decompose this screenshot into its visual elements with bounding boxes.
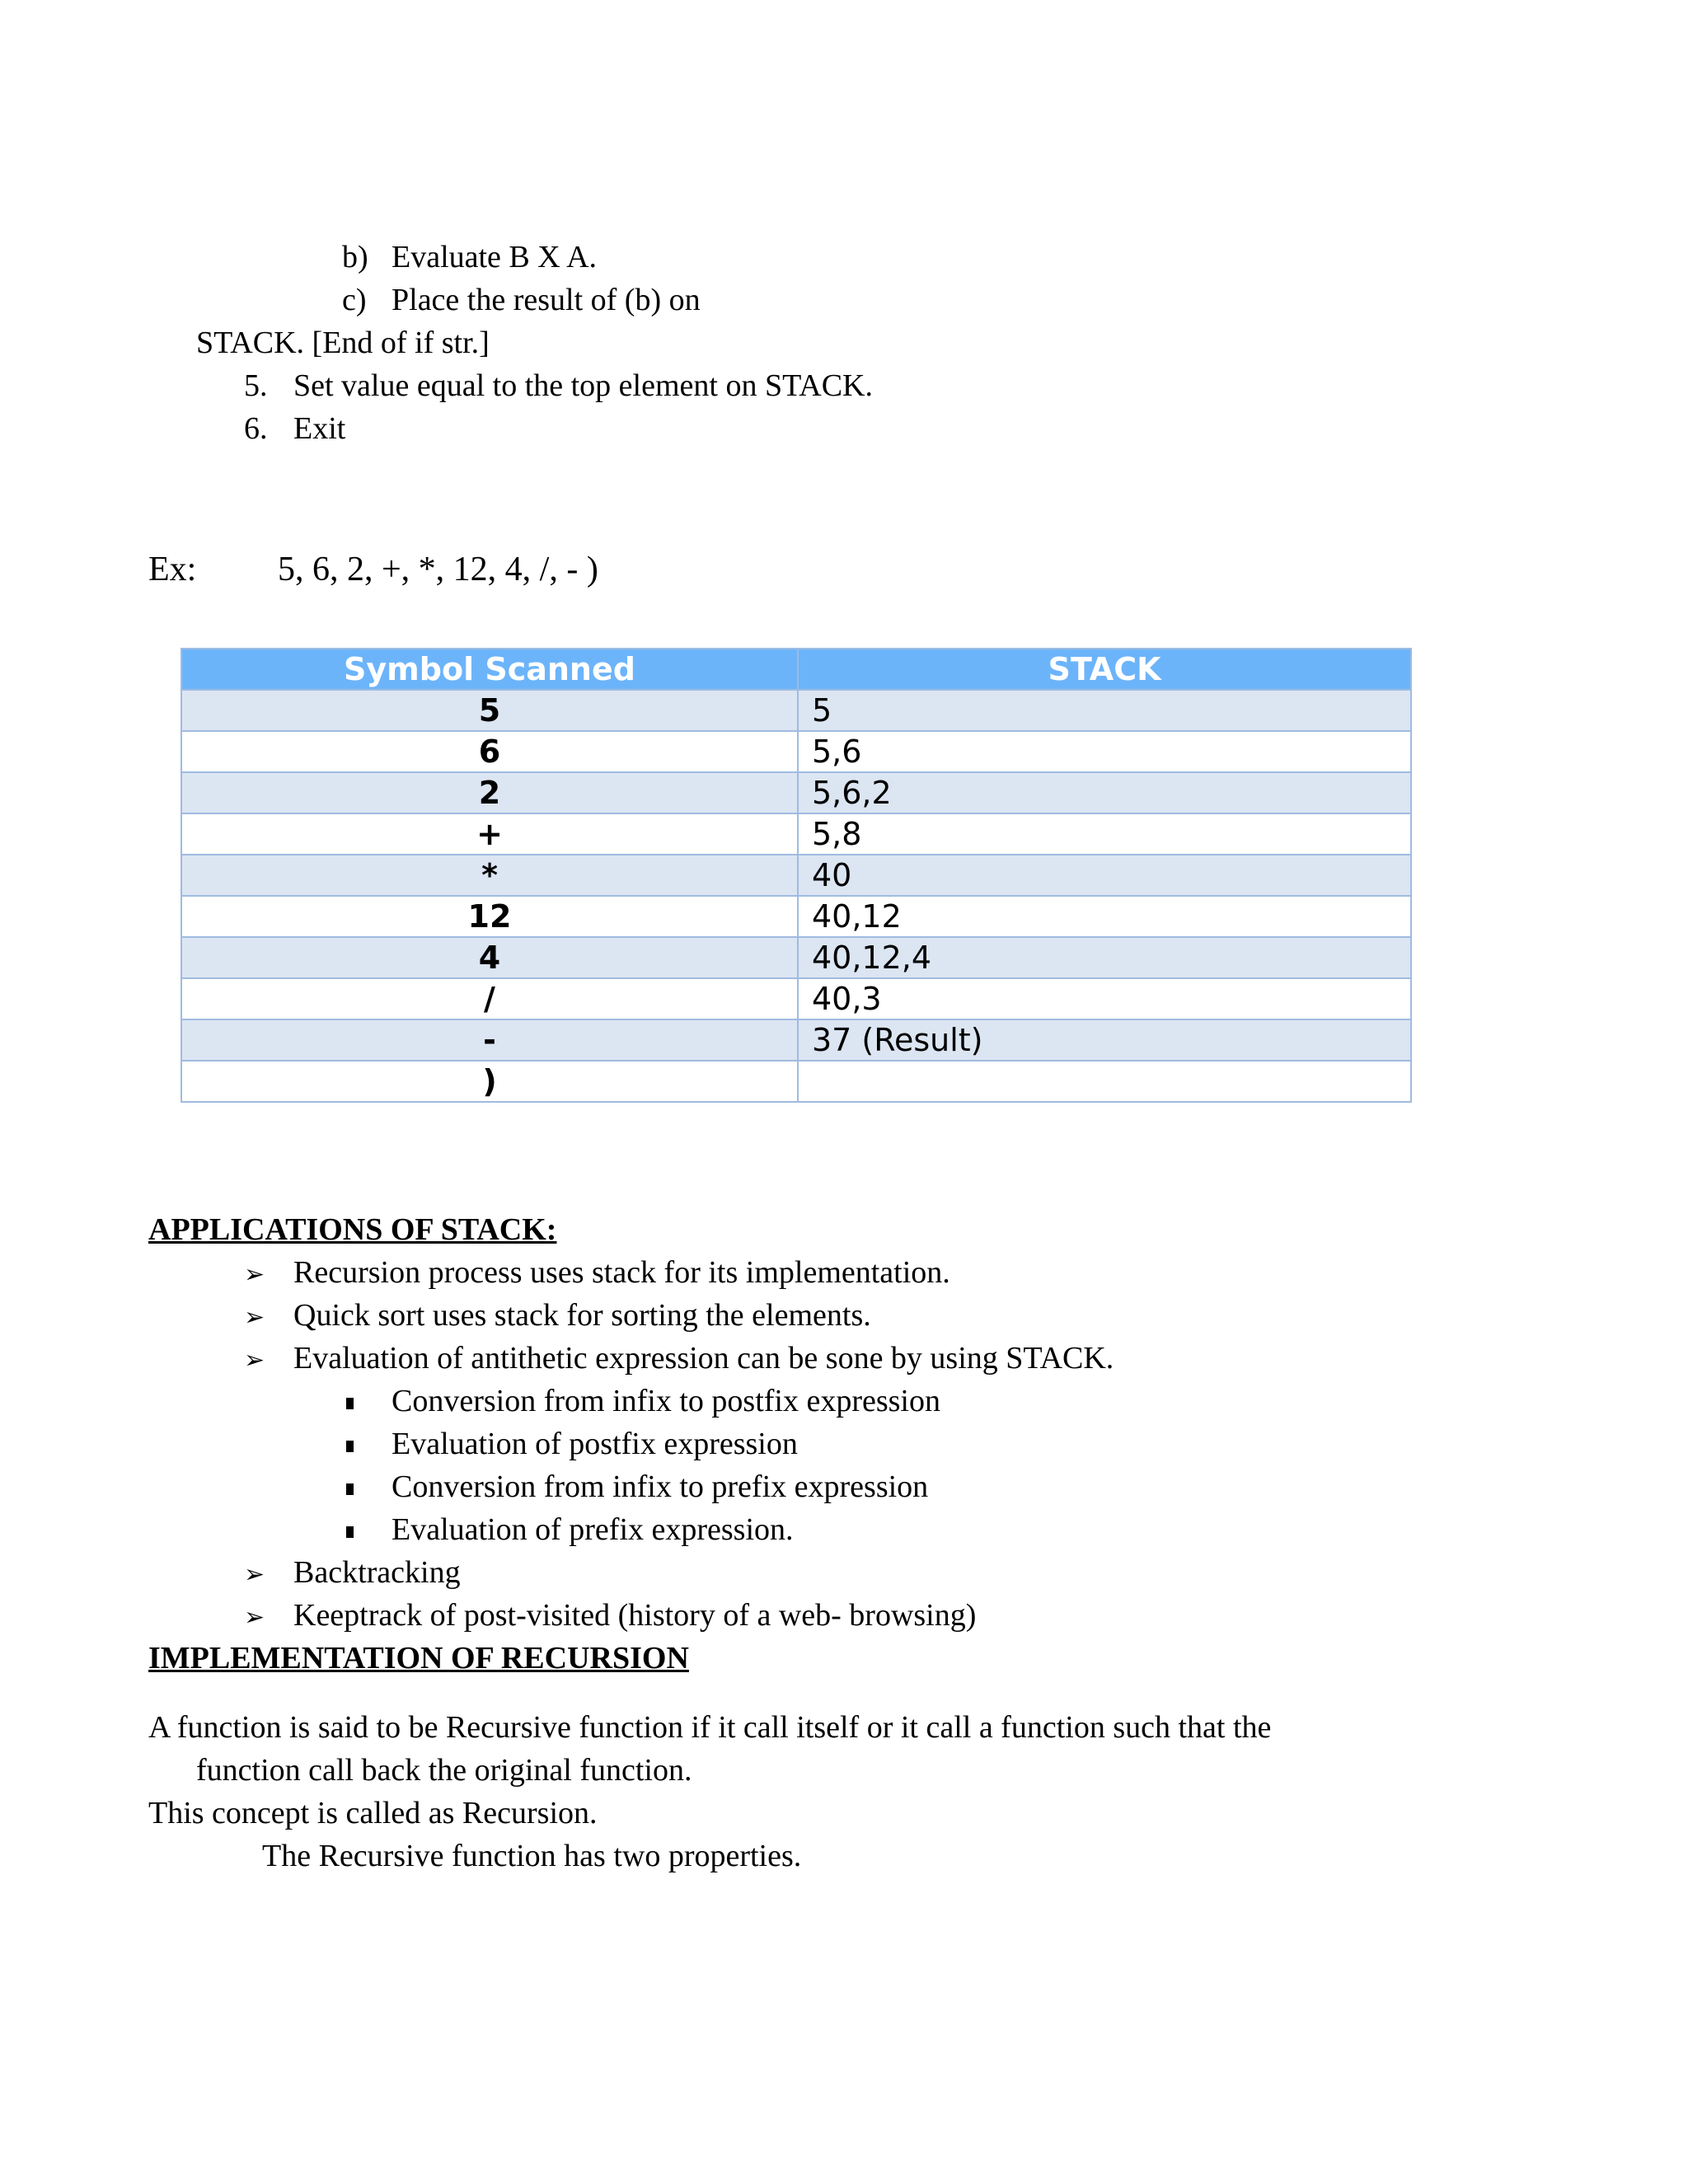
step-text: Place the result of (b) on [392,283,701,317]
recursion-paragraph: The Recursive function has two properties. [262,1839,802,1873]
symbol-cell: / [181,978,798,1019]
sub-list-item-text: Evaluation of prefix expression. [392,1512,794,1547]
sub-list-item [346,1468,928,1506]
applications-heading: APPLICATIONS OF STACK: [148,1212,557,1247]
list-item-text: Recursion process uses stack for its implementation. [293,1255,950,1290]
table-row [181,813,1411,855]
step-marker: 6. [244,411,268,446]
recursion-paragraph-line: A function is said to be Recursive function if it call itself or it call a function such that the [148,1710,1272,1745]
arrow-bullet-icon: ➢ [244,1346,265,1375]
step-b [342,238,597,276]
list-item [244,1554,461,1594]
table-row [181,978,1411,1019]
table-row [181,772,1411,813]
arrow-bullet-icon: ➢ [244,1260,265,1289]
arrow-bullet-icon: ➢ [244,1303,265,1332]
sub-list-item [346,1382,940,1420]
symbol-cell: 5 [181,690,798,731]
recursion-heading: IMPLEMENTATION OF RECURSION [148,1641,689,1675]
table-row [181,690,1411,731]
step-marker: c) [342,283,367,317]
stack-cell: 40,12 [798,896,1411,937]
list-item-text: Evaluation of antithetic expression can be sone by using STACK. [293,1341,1114,1376]
arrow-bullet-icon: ➢ [244,1560,265,1589]
list-item [244,1254,950,1294]
symbol-cell: 4 [181,937,798,978]
sub-list-item-text: Conversion from infix to postfix expression [392,1384,940,1418]
header-symbol-scanned: Symbol Scanned [181,649,798,690]
table-row [181,896,1411,937]
step-marker: 5. [244,368,268,403]
table-header-row [181,649,1411,690]
step-marker: b) [342,240,368,274]
step-text: Exit [293,411,346,446]
table-row [181,1061,1411,1102]
sub-list-item-text: Evaluation of postfix expression [392,1427,798,1461]
stack-cell: 5 [798,690,1411,731]
table-row [181,731,1411,772]
symbol-cell: - [181,1019,798,1061]
step-text: Evaluate B X A. [392,240,598,274]
table-row [181,855,1411,896]
square-bullet-icon [346,1483,354,1495]
sub-list-item [346,1511,794,1549]
evaluation-table [181,648,1412,1103]
step-5 [244,367,873,405]
recursion-paragraph-line: function call back the original function. [196,1753,692,1788]
sub-list-item-text: Conversion from infix to prefix expression [392,1469,929,1504]
symbol-cell: 6 [181,731,798,772]
table-row [181,1019,1411,1061]
stack-cell: 40,12,4 [798,937,1411,978]
example-expression: 5, 6, 2, +, *, 12, 4, /, - ) [278,551,598,588]
step-text: Set value equal to the top element on STACK. [293,368,873,403]
step-6 [244,410,345,448]
header-stack: STACK [798,649,1411,690]
square-bullet-icon [346,1398,354,1409]
step-c [342,281,701,319]
symbol-cell: + [181,813,798,855]
symbol-cell: ) [181,1061,798,1102]
list-item [244,1296,871,1337]
square-bullet-icon [346,1526,354,1538]
stack-cell: 40,3 [798,978,1411,1019]
list-item-text: Keeptrack of post-visited (history of a web- browsing) [293,1598,977,1633]
square-bullet-icon [346,1441,354,1452]
symbol-cell: * [181,855,798,896]
stack-cell: 40 [798,855,1411,896]
example-label: Ex: [148,551,197,588]
stack-cell: 5,6,2 [798,772,1411,813]
list-item-text: Quick sort uses stack for sorting the elements. [293,1298,871,1333]
stack-cell: 37 (Result) [798,1019,1411,1061]
arrow-bullet-icon: ➢ [244,1603,265,1632]
recursion-paragraph: This concept is called as Recursion. [148,1796,598,1830]
stack-cell: 5,6 [798,731,1411,772]
stack-cell [798,1061,1411,1102]
list-item [244,1596,976,1637]
list-item [244,1339,1114,1380]
sub-list-item [346,1425,798,1463]
symbol-cell: 2 [181,772,798,813]
step-c-continuation: STACK. [End of if str.] [196,326,490,360]
list-item-text: Backtracking [293,1555,461,1590]
table-row [181,937,1411,978]
symbol-cell: 12 [181,896,798,937]
stack-cell: 5,8 [798,813,1411,855]
